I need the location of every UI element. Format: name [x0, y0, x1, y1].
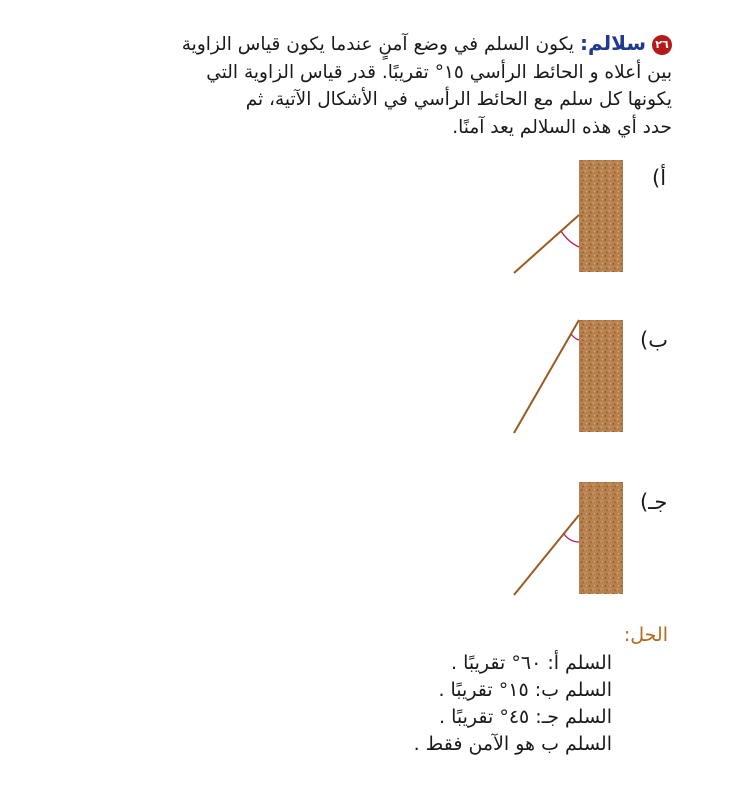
- solution-heading: الحل:: [623, 624, 668, 646]
- solution-block: [414, 650, 612, 758]
- problem-line-2: بين أعلاه و الحائط الرأسي ١٥° تقريبًا. قدر قياس الزاوية التي: [206, 61, 672, 83]
- problem-line-1: يكون السلم في وضع آمنٍ عندما يكون قياس الزاوية: [181, 34, 575, 55]
- problem-title: سلالم:: [579, 31, 646, 55]
- ladder-a: [514, 215, 579, 273]
- angle-arc-c: [564, 534, 579, 542]
- angle-arc-a: [561, 231, 579, 247]
- problem-line-4: حدد أي هذه السلالم يعد آمنًا.: [452, 116, 672, 138]
- solution-line-b: السلم ب: ١٥° تقريبًا .: [438, 679, 612, 701]
- figure-c-label: جـ): [640, 490, 668, 514]
- ladder-b: [514, 320, 579, 433]
- problem-number-badge: ٢٦: [652, 35, 672, 55]
- figure-c: [500, 480, 640, 600]
- figure-b-label: ب): [640, 328, 668, 352]
- figure-b: [500, 318, 640, 438]
- solution-line-c: السلم جـ: ٤٥° تقريبًا .: [439, 706, 612, 728]
- figure-a: [500, 158, 640, 278]
- wall-a: [579, 160, 623, 272]
- solution-line-conclusion: السلم ب هو الآمن فقط .: [413, 733, 612, 755]
- problem-line-3: يكونها كل سلم مع الحائط الرأسي في الأشكال الآتية، ثم: [245, 89, 672, 110]
- figure-a-label: أ): [652, 166, 667, 190]
- wall-b: [579, 320, 623, 432]
- problem-text: [82, 30, 672, 141]
- solution-line-a: السلم أ: ٦٠° تقريبًا .: [451, 652, 612, 674]
- angle-arc-b: [571, 334, 579, 340]
- ladder-c: [514, 515, 579, 595]
- wall-c: [579, 482, 623, 594]
